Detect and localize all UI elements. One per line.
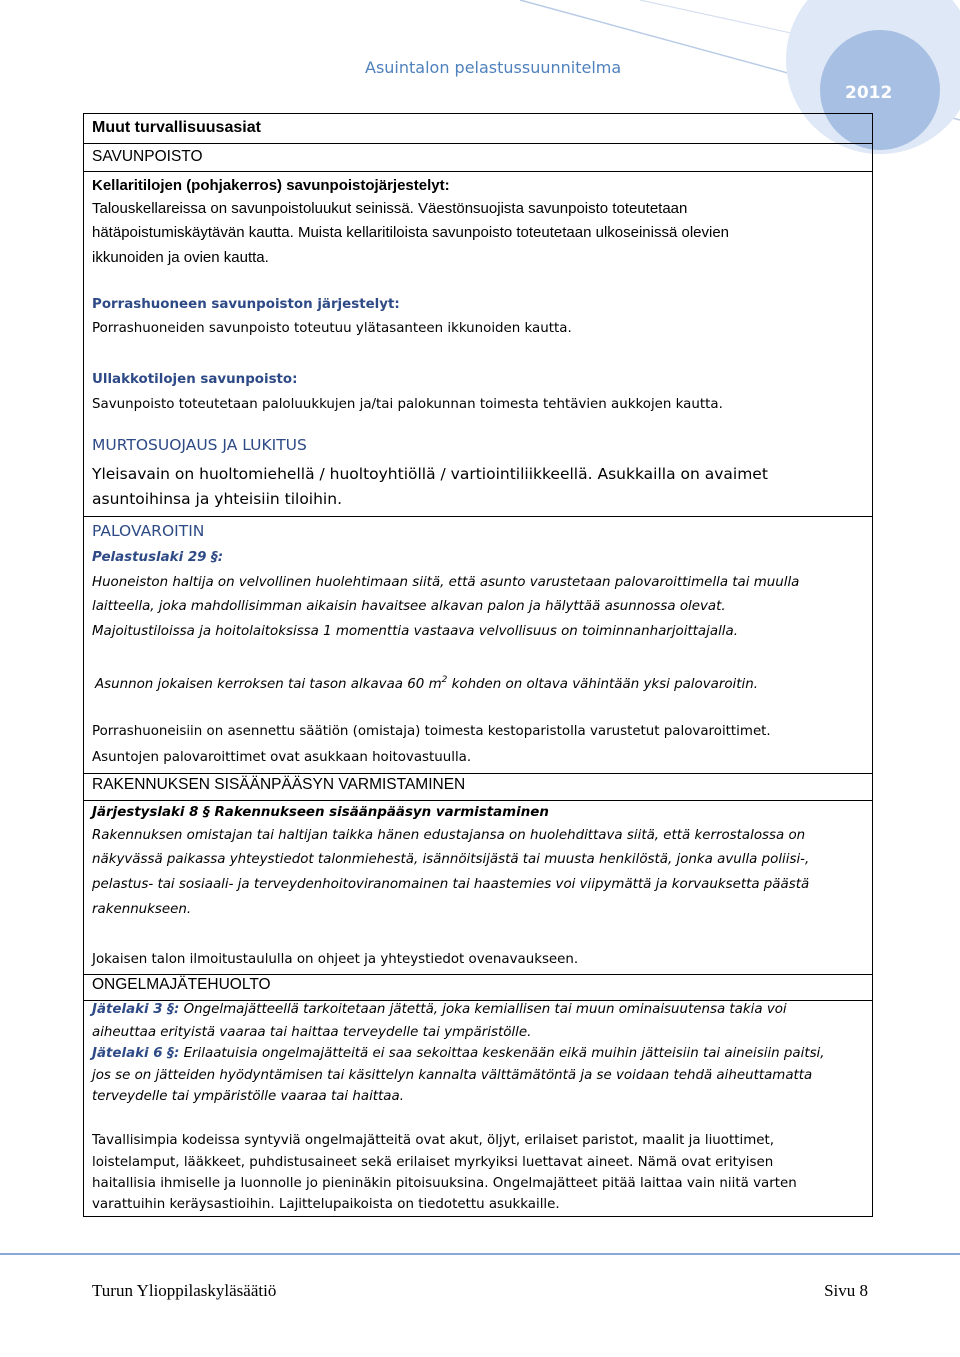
heading-palovaroitin: PALOVAROITIN: [92, 522, 205, 540]
rule-superscript: 2: [441, 675, 448, 685]
text-palovaroitin-note-2: Asuntojen palovaroittimet ovat asukkaan hoitovastuulla.: [92, 750, 472, 765]
text-ongelmajate-note-2: loistelamput, lääkkeet, puhdistusaineet sekä erilaiset myrkyiksi luettavat aineet. Nämä ovat erityisen: [92, 1155, 774, 1170]
text-murtosuojaus-1: Yleisavain on huoltomiehellä / huoltoyhtiöllä / vartiointiliikkeellä. Asukkailla on avaimet: [92, 465, 768, 483]
footer-page-number: Sivu 8: [824, 1281, 868, 1300]
text-palovaroitin-rule: [95, 675, 758, 692]
heading-savunpoisto: SAVUNPOISTO: [92, 148, 203, 165]
text-jatelaki6-3: terveydelle tai ympäristölle vaaraa tai haittaa.: [92, 1089, 404, 1104]
text-sisaanpaasy-note: Jokaisen talon ilmoitustaululla on ohjeet ja yhteystiedot ovenavaukseen.: [92, 952, 579, 967]
label-ullakko: Ullakkotilojen savunpoisto:: [92, 372, 298, 387]
text-ongelmajate-note-3: haitallisia ihmiselle ja luonnolle jo pieninäkin pitoisuuksina. Ongelmajätteet pitää laittaa vain niitä varten: [92, 1176, 797, 1191]
rule-text-before: Asunnon jokaisen kerroksen tai tason alkavaa 60 m: [95, 677, 442, 692]
text-ongelmajate-note-4: varattuihin keräysastioihin. Lajittelupaikoista on tiedotettu asukkaille.: [92, 1197, 560, 1212]
divider: [83, 800, 873, 801]
document-year: 2012: [845, 83, 893, 103]
label-kellari: Kellaritilojen (pohjakerros) savunpoistojärjestelyt:: [92, 177, 450, 194]
text-murtosuojaus-2: asuntoihinsa ja yhteisiin tiloihin.: [92, 490, 342, 508]
text-jatelaki3-2: aiheuttaa erityistä vaaraa tai haittaa terveydelle tai ympäristölle.: [92, 1025, 532, 1040]
text-jarjestyslaki-2: näkyvässä paikassa yhteystiedot talonmiehestä, isännöitsijästä tai muusta henkilöstä, jonka avulla poliisi-,: [92, 852, 810, 867]
divider: [83, 974, 873, 975]
heading-sisaanpaasy: RAKENNUKSEN SISÄÄNPÄÄSYN VARMISTAMINEN: [92, 776, 466, 793]
text-pelastuslaki-2: laitteella, joka mahdollisimman aikaisin havaitsee alkavan palon ja hälyttää asunnossa olevat.: [92, 599, 726, 614]
law-pelastuslaki: Pelastuslaki 29 §:: [92, 550, 224, 565]
text-jatelaki6-1: [92, 1046, 825, 1061]
text-kellari-2: hätäpoistumiskäytävän kautta. Muista kellaritiloista savunpoisto toteutetaan ulkoseinissä olevien: [92, 224, 730, 241]
heading-ongelmajate: ONGELMAJÄTEHUOLTO: [92, 976, 271, 993]
text-jarjestyslaki-4: rakennukseen.: [92, 902, 192, 917]
law-jatelaki3: Jätelaki 3 §:: [92, 1002, 180, 1017]
footer-organization: Turun Ylioppilaskyläsäätiö: [92, 1281, 277, 1300]
footer-divider: [0, 1253, 960, 1255]
text-pelastuslaki-1: Huoneiston haltija on velvollinen huolehtimaan siitä, että asunto varustetaan palovaroittimella tai muulla: [92, 575, 800, 590]
text-ullakko: Savunpoisto toteutetaan paloluukkujen ja/tai palokunnan toimesta tehtävien aukkojen kautta.: [92, 397, 723, 412]
text-ongelmajate-note-1: Tavallisimpia kodeissa syntyviä ongelmajätteitä ovat akut, öljyt, erilaiset paristot, maalit ja liuottimet,: [92, 1133, 774, 1148]
text-jarjestyslaki-1: Rakennuksen omistajan tai haltijan taikka hänen edustajansa on huolehdittava siitä, että kerrostalossa on: [92, 828, 806, 843]
divider: [83, 516, 873, 517]
law-jatelaki6: Jätelaki 6 §:: [92, 1046, 180, 1061]
text-jatelaki6-2: jos se on jätteiden hyödyntämisen tai käsittelyn kannalta välttämätöntä ja se voidaan tehdä aiheuttamatta: [92, 1068, 813, 1083]
label-porrashuone: Porrashuoneen savunpoiston järjestelyt:: [92, 297, 400, 312]
rule-text-after: kohden on oltava vähintään yksi palovaroitin.: [447, 677, 758, 692]
text-jarjestyslaki-3: pelastus- tai sosiaali- ja terveydenhoitoviranomainen tai haastemies voi viipymättä ja korvauksetta päästä: [92, 877, 810, 892]
heading-murtosuojaus: MURTOSUOJAUS JA LUKITUS: [92, 436, 307, 454]
text-kellari-1: Talouskellareissa on savunpoistoluukut seinissä. Väestönsuojista savunpoisto toteutetaan: [92, 200, 688, 217]
text-kellari-3: ikkunoiden ja ovien kautta.: [92, 249, 269, 266]
text-jatelaki3-1: [92, 1002, 787, 1017]
document-title: Asuintalon pelastussuunnitelma: [365, 58, 622, 77]
divider: [83, 773, 873, 774]
section-title-muut: Muut turvallisuusasiat: [92, 119, 261, 136]
text-porrashuone: Porrashuoneiden savunpoisto toteutuu ylätasanteen ikkunoiden kautta.: [92, 321, 572, 336]
text-jatelaki3-first: Ongelmajätteellä tarkoitetaan jätettä, joka kemiallisen tai muun ominaisuutensa takia voi: [179, 1002, 787, 1017]
text-jatelaki6-first: Erilaatuisia ongelmajätteitä ei saa sekoittaa keskenään eikä muihin jätteisiin tai aineisiin paitsi,: [179, 1046, 825, 1061]
text-palovaroitin-note-1: Porrashuoneisiin on asennettu säätiön (omistaja) toimesta kestoparistolla varustetut palovaroittimet.: [92, 724, 771, 739]
divider: [83, 143, 873, 144]
law-jarjestyslaki: Järjestyslaki 8 § Rakennukseen sisäänpääsyn varmistaminen: [92, 805, 549, 820]
divider: [83, 171, 873, 172]
divider: [83, 1000, 873, 1001]
text-pelastuslaki-3: Majoitustiloissa ja hoitolaitoksissa 1 momenttia vastaava velvollisuus on toiminnanharjoittajalla.: [92, 624, 738, 639]
